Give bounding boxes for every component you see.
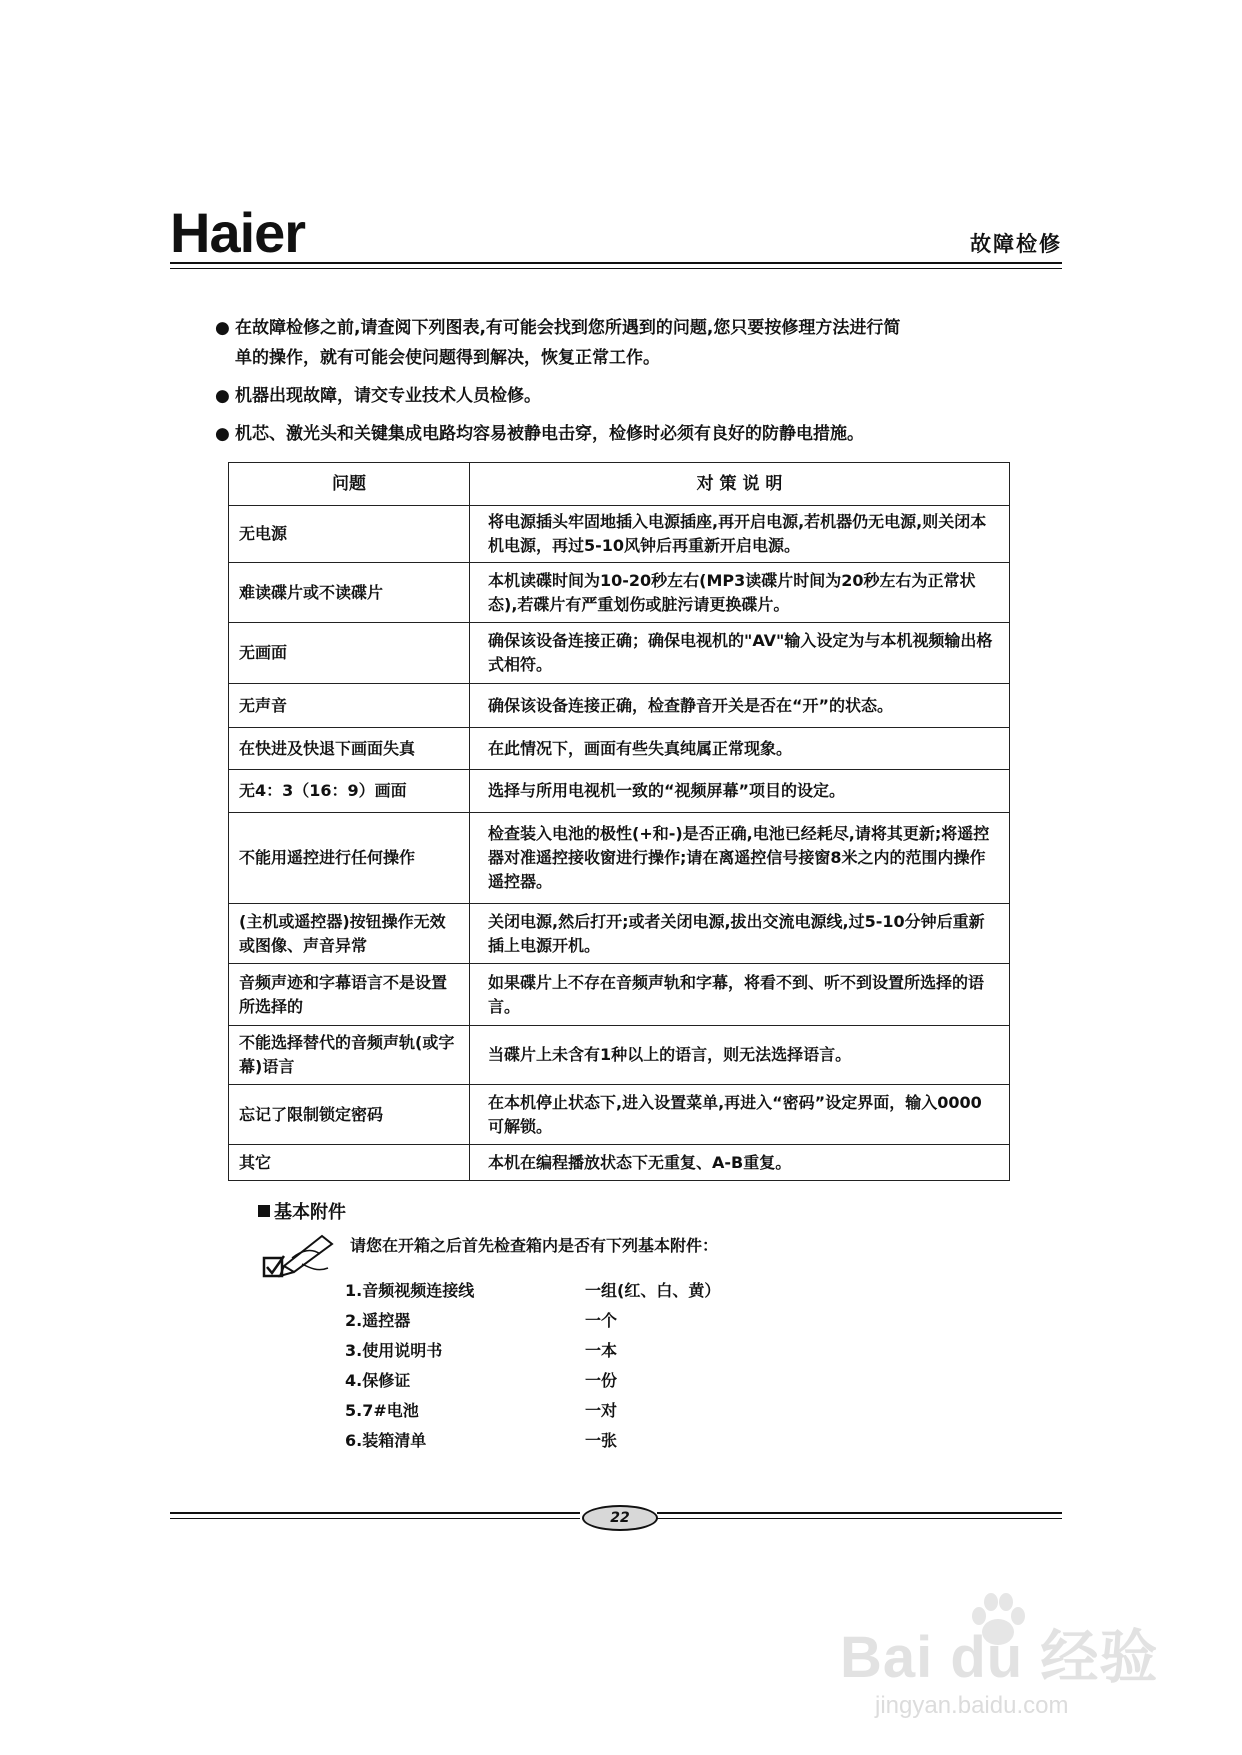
list-item <box>345 1276 720 1306</box>
table-row <box>229 813 1010 904</box>
bullet-icon: ● <box>215 318 230 338</box>
solution-cell: 当碟片上未含有1种以上的语言，则无法选择语言。 <box>470 1026 1010 1085</box>
solution-cell: 将电源插头牢固地插入电源插座,再开启电源,若机器仍无电源,则关闭本机电源，再过5-10风钟后再重新开启电源。 <box>470 506 1010 563</box>
solution-cell: 确保该设备连接正确，检查静音开关是否在“开”的状态。 <box>470 684 1010 728</box>
problem-cell: 无4：3（16：9）画面 <box>229 770 470 813</box>
solution-cell: 本机读碟时间为10-20秒左右(MP3读碟片时间为20秒左右为正常状态),若碟片有严重划伤或脏污请更换碟片。 <box>470 563 1010 623</box>
problem-cell: 难读碟片或不读碟片 <box>229 563 470 623</box>
accessories-list <box>345 1276 720 1456</box>
column-header-problem: 问题 <box>229 463 470 506</box>
table-row <box>229 770 1010 813</box>
solution-cell: 检查装入电池的极性(+和-)是否正确,电池已经耗尽,请将其更新;将遥控器对准遥控接收窗进行操作;请在离遥控信号接窗8米之内的范围内操作遥控器。 <box>470 813 1010 904</box>
accessory-name: 2.遥控器 <box>345 1311 411 1330</box>
square-bullet-icon <box>258 1205 270 1217</box>
table-header-row <box>229 463 1010 506</box>
header-rule <box>170 262 1062 264</box>
list-item <box>345 1306 720 1336</box>
watermark-logo: Bai du 经验 <box>840 1625 1159 1690</box>
table-row <box>229 506 1010 563</box>
footer-rule-thin <box>170 1518 580 1519</box>
problem-cell: 不能选择替代的音频声轨(或字幕)语言 <box>229 1026 470 1085</box>
accessories-title-text: 基本附件 <box>274 1202 346 1223</box>
table-row <box>229 1026 1010 1085</box>
table-row <box>229 904 1010 964</box>
page-number: 22 <box>582 1505 658 1531</box>
list-item <box>345 1426 720 1456</box>
footer-rule <box>657 1512 1062 1514</box>
solution-cell: 如果碟片上不存在音频声轨和字幕，将看不到、听不到设置所选择的语言。 <box>470 964 1010 1026</box>
table-row <box>229 1145 1010 1181</box>
solution-cell: 关闭电源,然后打开;或者关闭电源,拔出交流电源线,过5-10分钟后重新插上电源开机。 <box>470 904 1010 964</box>
table-row <box>229 684 1010 728</box>
problem-cell: 无电源 <box>229 506 470 563</box>
accessory-quantity: 一对 <box>585 1401 618 1420</box>
note-text-continued: 单的操作，就有可能会使问题得到解决，恢复正常工作。 <box>235 348 660 368</box>
troubleshooting-table <box>228 462 1010 1181</box>
solution-cell: 确保该设备连接正确；确保电视机的"AV"输入设定为与本机视频输出格式相符。 <box>470 623 1010 684</box>
problem-cell: 忘记了限制锁定密码 <box>229 1085 470 1145</box>
table-row <box>229 1085 1010 1145</box>
accessories-title <box>258 1198 346 1224</box>
note-text: 在故障检修之前,请查阅下列图表,有可能会找到您所遇到的问题,您只要按修理方法进行简 <box>235 318 901 338</box>
accessory-quantity: 一本 <box>585 1341 618 1360</box>
checklist-pen-icon <box>262 1228 346 1284</box>
header-rule-thin <box>170 268 1062 269</box>
note-text: 机器出现故障，请交专业技术人员检修。 <box>235 386 541 406</box>
notes-list <box>215 313 1035 457</box>
list-item <box>345 1366 720 1396</box>
note-item <box>215 419 1035 449</box>
solution-cell: 选择与所用电视机一致的“视频屏幕”项目的设定。 <box>470 770 1010 813</box>
table-row <box>229 623 1010 684</box>
column-header-solution: 对 策 说 明 <box>470 463 1010 506</box>
note-item <box>215 313 1035 373</box>
bullet-icon: ● <box>215 424 230 444</box>
accessory-name: 6.装箱清单 <box>345 1431 427 1450</box>
problem-cell: 音频声迹和字幕语言不是设置所选择的 <box>229 964 470 1026</box>
accessory-name: 1.音频视频连接线 <box>345 1281 475 1300</box>
table-row <box>229 964 1010 1026</box>
accessory-name: 5.7#电池 <box>345 1401 419 1420</box>
watermark-url: jingyan.baidu.com <box>875 1692 1069 1719</box>
problem-cell: 在快进及快退下画面失真 <box>229 728 470 770</box>
problem-cell: (主机或遥控器)按钮操作无效或图像、声音异常 <box>229 904 470 964</box>
solution-cell: 在此情况下，画面有些失真纯属正常现象。 <box>470 728 1010 770</box>
section-title: 故障检修 <box>970 232 1062 256</box>
note-item <box>215 381 1035 411</box>
footer-rule-thin <box>657 1518 1062 1519</box>
accessory-quantity: 一张 <box>585 1431 618 1450</box>
accessory-quantity: 一份 <box>585 1371 618 1390</box>
accessory-name: 4.保修证 <box>345 1371 411 1390</box>
list-item <box>345 1396 720 1426</box>
bullet-icon: ● <box>215 386 230 406</box>
note-text: 机芯、激光头和关键集成电路均容易被静电击穿，检修时必须有良好的防静电措施。 <box>235 424 864 444</box>
problem-cell: 其它 <box>229 1145 470 1181</box>
list-item <box>345 1336 720 1366</box>
table-row <box>229 728 1010 770</box>
solution-cell: 在本机停止状态下,进入设置菜单,再进入“密码”设定界面，输入0000可解锁。 <box>470 1085 1010 1145</box>
accessory-quantity: 一组(红、白、黄） <box>585 1281 721 1300</box>
problem-cell: 不能用遥控进行任何操作 <box>229 813 470 904</box>
accessory-quantity: 一个 <box>585 1311 618 1330</box>
problem-cell: 无声音 <box>229 684 470 728</box>
table-row <box>229 563 1010 623</box>
brand-logo: Haier <box>170 201 306 264</box>
solution-cell: 本机在编程播放状态下无重复、A-B重复。 <box>470 1145 1010 1181</box>
accessories-intro: 请您在开箱之后首先检查箱内是否有下列基本附件： <box>350 1236 719 1255</box>
problem-cell: 无画面 <box>229 623 470 684</box>
footer-rule <box>170 1512 580 1514</box>
accessory-name: 3.使用说明书 <box>345 1341 443 1360</box>
